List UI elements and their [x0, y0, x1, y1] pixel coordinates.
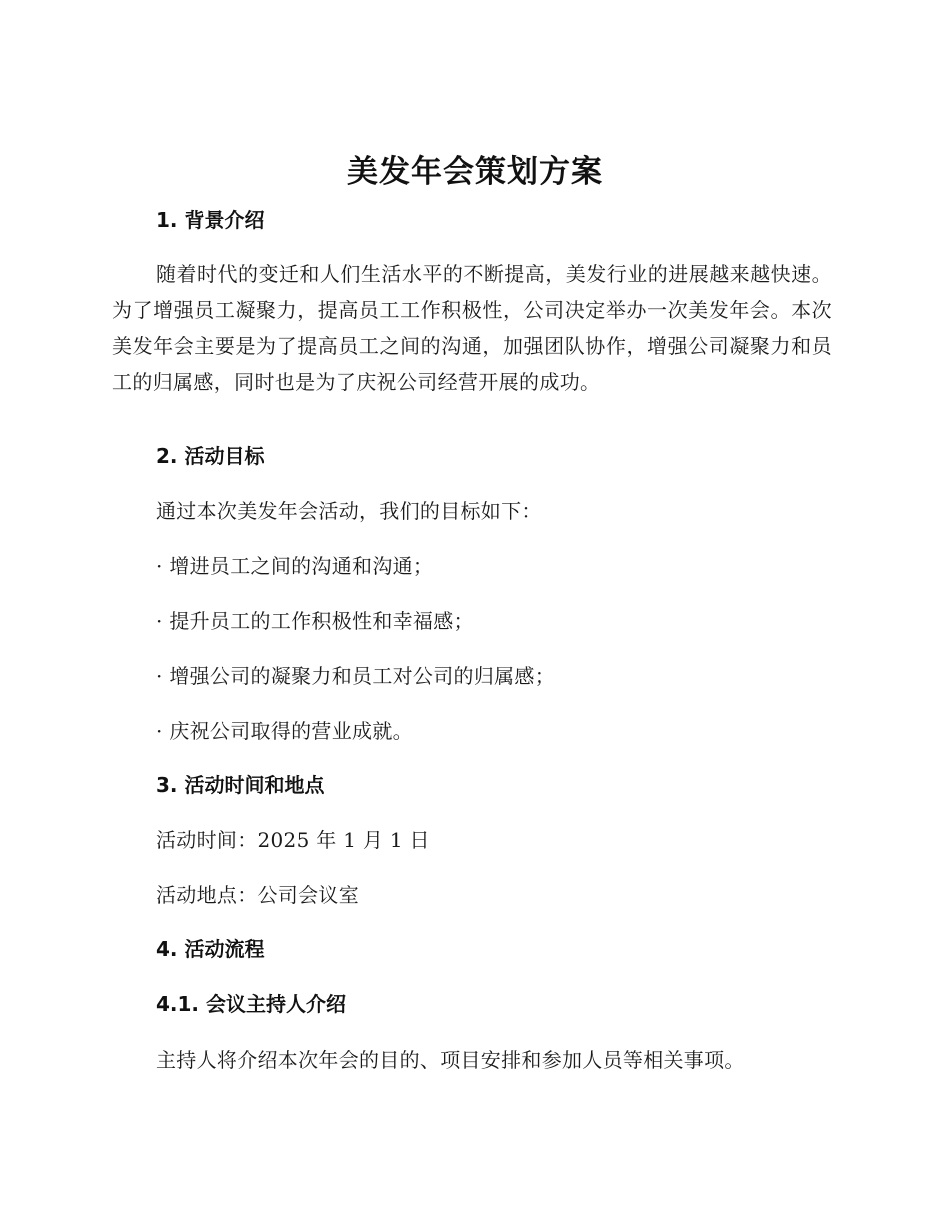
host-intro-text: 主持人将介绍本次年会的目的、项目安排和参加人员等相关事项。	[156, 1048, 745, 1072]
goal-item: · 增强公司的凝聚力和员工对公司的归属感；	[156, 664, 556, 688]
section-heading-goals: 2. 活动目标	[156, 444, 265, 468]
goal-item: · 庆祝公司取得的营业成就。	[156, 719, 413, 743]
activity-place: 活动地点：公司会议室	[156, 883, 359, 907]
activity-time: 活动时间：2025 年 1 月 1 日	[156, 828, 430, 852]
goal-item: · 增进员工之间的沟通和沟通；	[156, 554, 434, 578]
section-heading-process: 4. 活动流程	[156, 937, 265, 961]
document-title: 美发年会策划方案	[347, 154, 603, 190]
section-heading-time-place: 3. 活动时间和地点	[156, 773, 325, 797]
goals-intro: 通过本次美发年会活动，我们的目标如下：	[156, 499, 542, 523]
background-paragraph: 随着时代的变迁和人们生活水平的不断提高，美发行业的进展越来越快速。为了增强员工凝聚力，提高员工工作积极性，公司决定举办一次美发年会。本次美发年会主要是为了提高员工之间的沟通，加强团队协作，增强公司凝聚力和员工的归属感，同时也是为了庆祝公司经营开展的成功。	[112, 262, 832, 394]
goal-item: · 提升员工的工作积极性和幸福感；	[156, 609, 474, 633]
section-heading-background: 1. 背景介绍	[156, 208, 265, 232]
subsection-heading-host: 4.1. 会议主持人介绍	[156, 992, 346, 1016]
